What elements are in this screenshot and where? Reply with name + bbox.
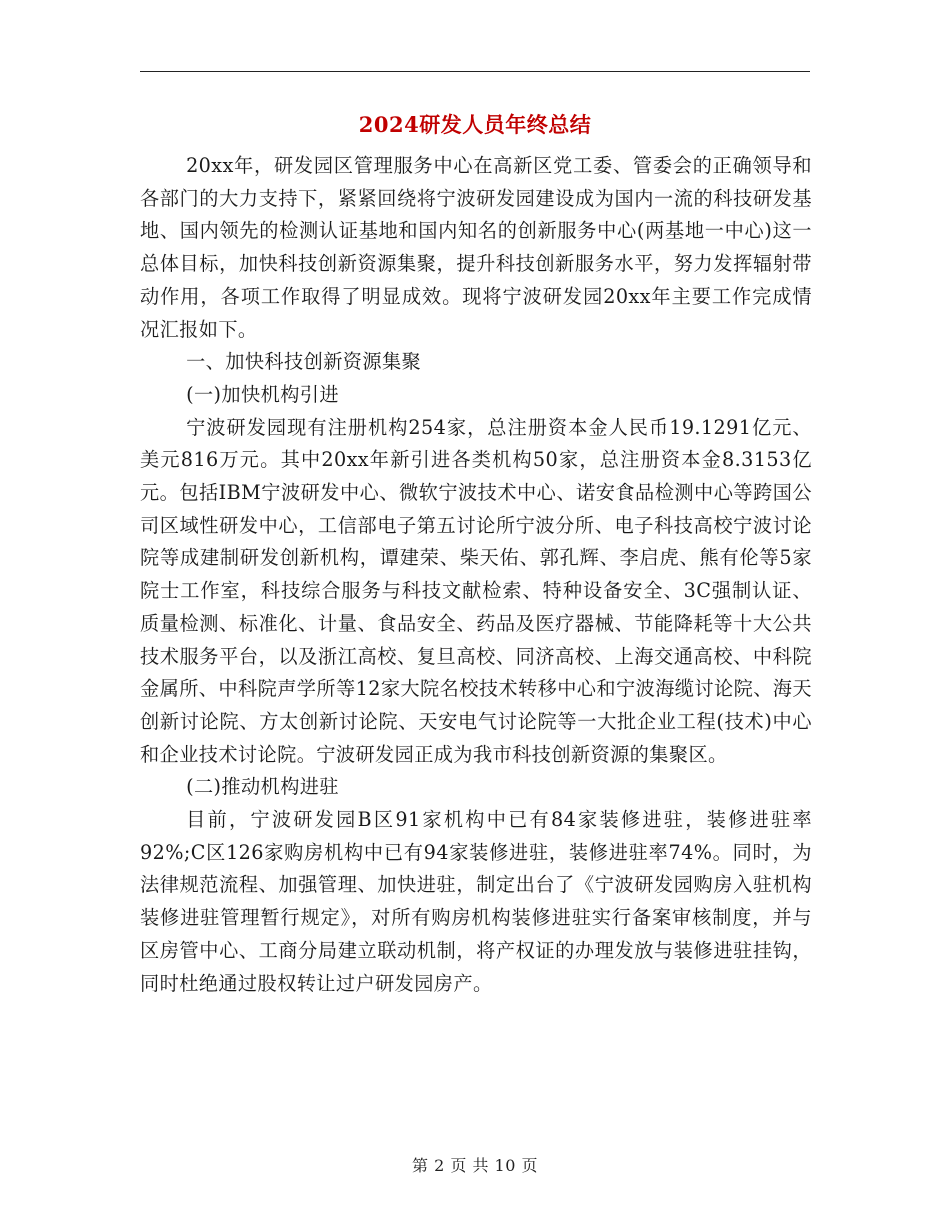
paragraph-intro: 20xx年，研发园区管理服务中心在高新区党工委、管委会的正确领导和各部门的大力支持下，紧紧回绕将宁波研发园建设成为国内一流的科技研发基地、国内领先的检测认证基地和国内知名的创新服务中心(两基地一中心)这一总体目标，加快科技创新资源集聚，提升科技创新服务水平，努力发挥辐射带动作用，各项工作取得了明显成效。现将宁波研发园20xx年主要工作完成情况汇报如下。 (140, 154, 812, 341)
paragraph-occupancy: 目前，宁波研发园B区91家机构中已有84家装修进驻，装修进驻率92%;C区126家购房机构中已有94家装修进驻，装修进驻率74%。同时，为法律规范流程、加强管理、加快进驻，制定出台了《宁波研发园购房入驻机构装修进驻管理暂行规定》，对所有购房机构装修进驻实行备案审核制度，并与区房管中心、工商分局建立联动机制，将产权证的办理发放与装修进驻挂钩，同时杜绝通过股权转让过户研发园房产。 (140, 808, 812, 995)
header-rule (140, 71, 810, 72)
page-number: 第 2 页 共 10 页 (412, 1156, 538, 1175)
document-body (140, 150, 812, 1000)
section-heading-1: 一、加快科技创新资源集聚 (186, 350, 422, 374)
subsection-heading-1: (一)加快机构引进 (186, 382, 339, 406)
document-title: 2024研发人员年终总结 (358, 112, 592, 137)
subsection-heading-2: (二)推动机构进驻 (186, 775, 339, 799)
paragraph-institutions: 宁波研发园现有注册机构254家，总注册资本金人民币19.1291亿元、美元816万元。其中20xx年新引进各类机构50家，总注册资本金8.3153亿元。包括IBM宁波研发中心、微软宁波技术中心、诺安食品检测中心等跨国公司区域性研发中心，工信部电子第五讨论所宁波分所、电子科技高校宁波讨论院等成建制研发创新机构，谭建荣、柴天佑、郭孔辉、李启虎、熊有伦等5家院士工作室，科技综合服务与科技文献检索、特种设备安全、3C强制认证、质量检测、标准化、计量、食品安全、药品及医疗器械、节能降耗等十大公共技术服务平台，以及浙江高校、复旦高校、同济高校、上海交通高校、中科院金属所、中科院声学所等12家大院名校技术转移中心和宁波海缆讨论院、海天创新讨论院、方太创新讨论院、天安电气讨论院等一大批企业工程(技术)中心和企业技术讨论院。宁波研发园正成为我市科技创新资源的集聚区。 (140, 415, 812, 766)
